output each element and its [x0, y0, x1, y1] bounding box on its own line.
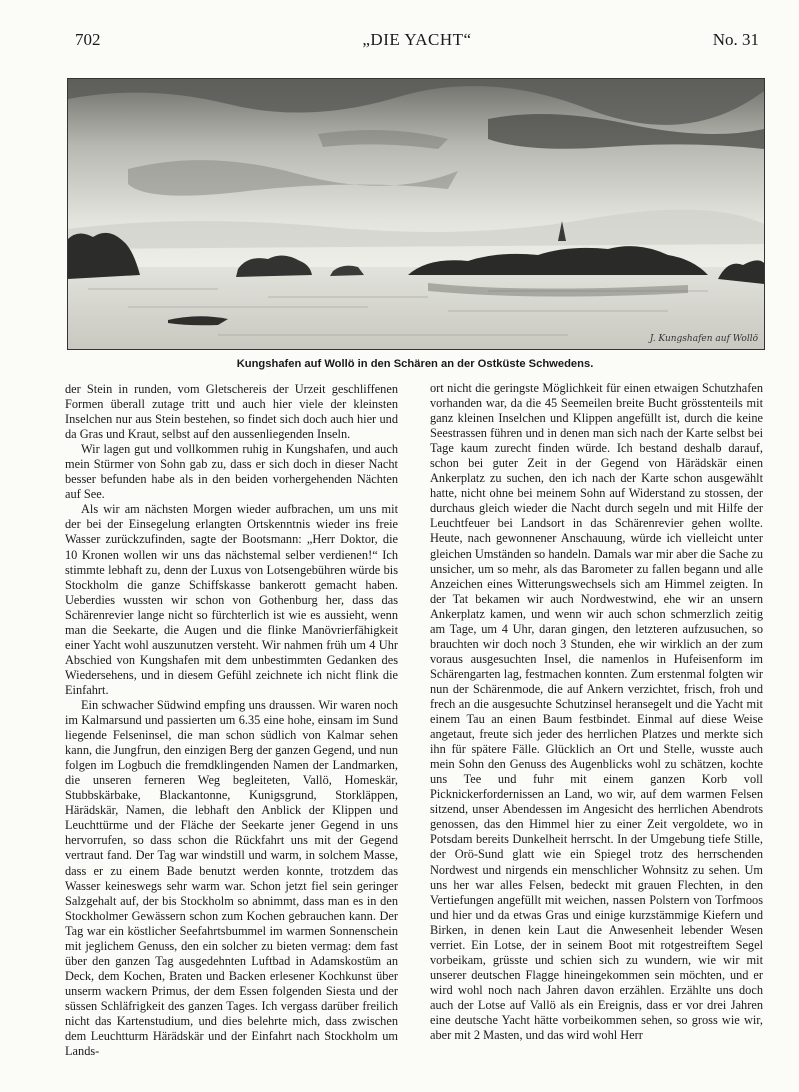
text-column-right	[430, 381, 763, 1043]
paragraph: der Stein in runden, vom Gletschereis der Urzeit geschliffenen Formen überall zutage tritt und auch hier viele der kleinsten Inselchen nur aus Stein bestehen, so findet sich doch auch hier und da Gras und Kraut, selbst auf den aussenliegenden Inseln.	[65, 382, 398, 442]
skerry-landscape-drawing	[68, 79, 764, 349]
paragraph: ort nicht die geringste Möglichkeit für einen etwaigen Schutzhafen vorhanden war, da die 45 Seemeilen breite Bucht grösstenteils mit ganz kleinen Inselchen und Klippen angefüllt ist, durch die keine Seestrassen führen und in denen man sich nach der Karte selbst bei Tage kaum zurecht finden würde. Ich bestand deshalb darauf, schon bei guter Zeit in der Gegend von Härädskär einen Ankerplatz zu suchen, den ich nach der Karte schon ausgewählt hatte, nicht ohne bei meinem Sohn auf Widerstand zu stossen, der durchaus gleich wieder die Nacht durch segeln und mit Hilfe der Leuchtfeuer bei Landsort in das Schärenrevier gehen wollte. Heute, nach gewonnener Anschauung, würde ich vielleicht unter gleichen Umständen so handeln. Damals war mir aber die Sache zu unsicher, um so mehr, als das Barometer zu fallen begann und alle Anzeichen eines Witterungswechsels sich am Himmel zeigten. In der Tat bekamen wir auch Nordwestwind, ehe wir an unsern Ankerplatz kamen, und wenn wir auch schon schmerzlich zeitig am Tage, um 4 Uhr, daran gingen, den letzteren aufzusuchen, so brauchten wir doch noch 3 Stunden, ehe wir wirklich an der zum voraus ausgesuchten Insel, die namenlos in Hufeisenform im Schärengarten lag, festmachen konnten. Zum erstenmal folgten wir nun der Schärenmode, die auf Ankern verzichtet, frisch, froh und frech an die ausgesuchte Schutzinsel heransegelt und die Yacht mit einem Tau an einen Baum festbindet. Einmal auf diese Weise angetaut, freute sich jeder des herrlichen Platzes und merkte sich ihn für spätere Fälle. Glücklich an Ort und Stelle, wusste auch mein Sohn den Genuss des Augenblicks wohl zu schätzen, kochte uns Tee und fuhr mit einem ganzen Korb voll Picknickerfordernissen an Land, wo wir, auf dem warmen Felsen sitzend, unser Abendessen im Angesicht des herrlichen Abendrots genossen, das den Himmel hier zu einer Zeit vergoldete, wo in Potsdam bereits Dunkelheit herrscht. In der Umgebung tiefe Stille, der Orö-Sund glatt wie ein Spiegel trotz des herrschenden Nordwest und nirgends ein menschlicher Wohnsitz zu sehen. Um uns her war alles Felsen, bedeckt mit grauen Flechten, in den Vertiefungen angefüllt mit weichen, nassen Polstern von Torfmoos und hier und da etwas Gras und einige kurzstämmige Kiefern und Birken, in denen kein Laut die Anwesenheit lebender Wesen verriet. Ein Lotse, der in seinem Boot mit rotgestreiftem Segel vorbeikam, grüsste und schien sich zu wundern, wie wir mit unserer deutschen Flagge hineingekommen sein möchten, und er wird wohl noch nach Jahren davon erzählen. Erzählte uns doch auch der Lotse auf Vallö als ein Ereignis, dass er vor drei Jahren eine deutsche Yacht hätte vorbeikommen sehen, so gross wie wir, aber mit 2 Masten, und das wird wohl Herr	[430, 381, 763, 1043]
paragraph: Als wir am nächsten Morgen wieder aufbrachen, um uns mit der bei der Einsegelung erlangten Ortskenntnis wieder ins freie Wasser zurückzufinden, sagte der Bootsmann: „Herr Doktor, die 10 Kronen wollen wir uns das nächstemal selber verdienen!“ Ich stimmte lebhaft zu, denn der Luxus von Lotsengebühren würde bis Stockholm die ganze Schiffskasse bankerott gemacht haben. Ueberdies wussten wir schon von Gothenburg her, dass das Schärenrevier lange nicht so fürchterlich ist wie es aussieht, wenn man die Seekarte, die Augen und die flinke Manövrierfähigkeit einer Yacht wohl auszunutzen versteht. Wir nahmen früh um 4 Uhr Abschied von Kungshafen mit dem unbestimmten Gedanken des Wiedersehens, und in diesem Gefühl zeichnete ich nicht flink die Einfahrt.	[65, 502, 398, 697]
text-column-left	[65, 382, 398, 1059]
journal-title: „DIE YACHT“	[362, 30, 472, 49]
landscape-illustration	[67, 78, 765, 350]
paragraph: Ein schwacher Südwind empfing uns draussen. Wir waren noch im Kalmarsund und passierten um 6.35 eine hohe, einsam im Sund liegende Felseninsel, die man schon südlich von Kalmar sehen kann, die Jungfrun, den einzigen Berg der ganzen Gegend, und nun folgen im Logbuch die fremdklingenden Namen der Landmarken, die unseren ferneren Weg begleiteten, Vallö, Homeskär, Stubbskärbake, Blackantonne, Kunigsgrund, Storkläppen, Härädskär, Namen, die lebhaft den Anblick der Klippen und Leuchttürme und der Fläche der Seekarte jener Gegend in uns hervorrufen, so dass schon die Rückfahrt uns mit der Gegend vertraut fand. Der Tag war windstill und warm, in solchem Masse, dass er zu einem Bade benutzt werden konnte, trotzdem das Wasser keineswegs sehr warm war. Schon jetzt fiel sein geringer Salzgehalt auf, der bis Stockholm so abnimmt, dass man es in den Stockholmer Gewässern schon zum Kochen gebrauchen kann. Der Tag war ein köstlicher Seefahrtsbummel im warmen Sonnenschein mit jeglichem Genuss, den ein solcher zu bieten vermag: dem fast über den ganzen Tag ausgedehnten Luftbad in Adamskostüm an Deck, dem Kochen, Braten und Backen erlesener Kochkunst über unserm wackern Primus, der dem Essen folgenden Siesta und der süssen Schläfrigkeit des ganzen Tages. Ich vergass darüber freilich nicht das Kartenstudium, und dies belehrte mich, dass zwischen dem Leuchtturm Härädskär und der Einfahrt nach Stockholm um Lands-	[65, 697, 398, 1059]
page-number: 702	[75, 30, 101, 49]
illustration-caption: Kungshafen auf Wollö in den Schären an der Ostküste Schwedens.	[236, 358, 594, 370]
running-header	[75, 30, 759, 52]
issue-number: No. 31	[712, 30, 759, 49]
artist-signature: J. Kungshafen auf Wollö	[649, 334, 758, 344]
paragraph: Wir lagen gut und vollkommen ruhig in Kungshafen, und auch mein Stürmer von Sohn gab zu, dass er sich doch in dieser Nacht besser befunden habe als in den beiden vorhergehenden Nächten auf See.	[65, 442, 398, 502]
